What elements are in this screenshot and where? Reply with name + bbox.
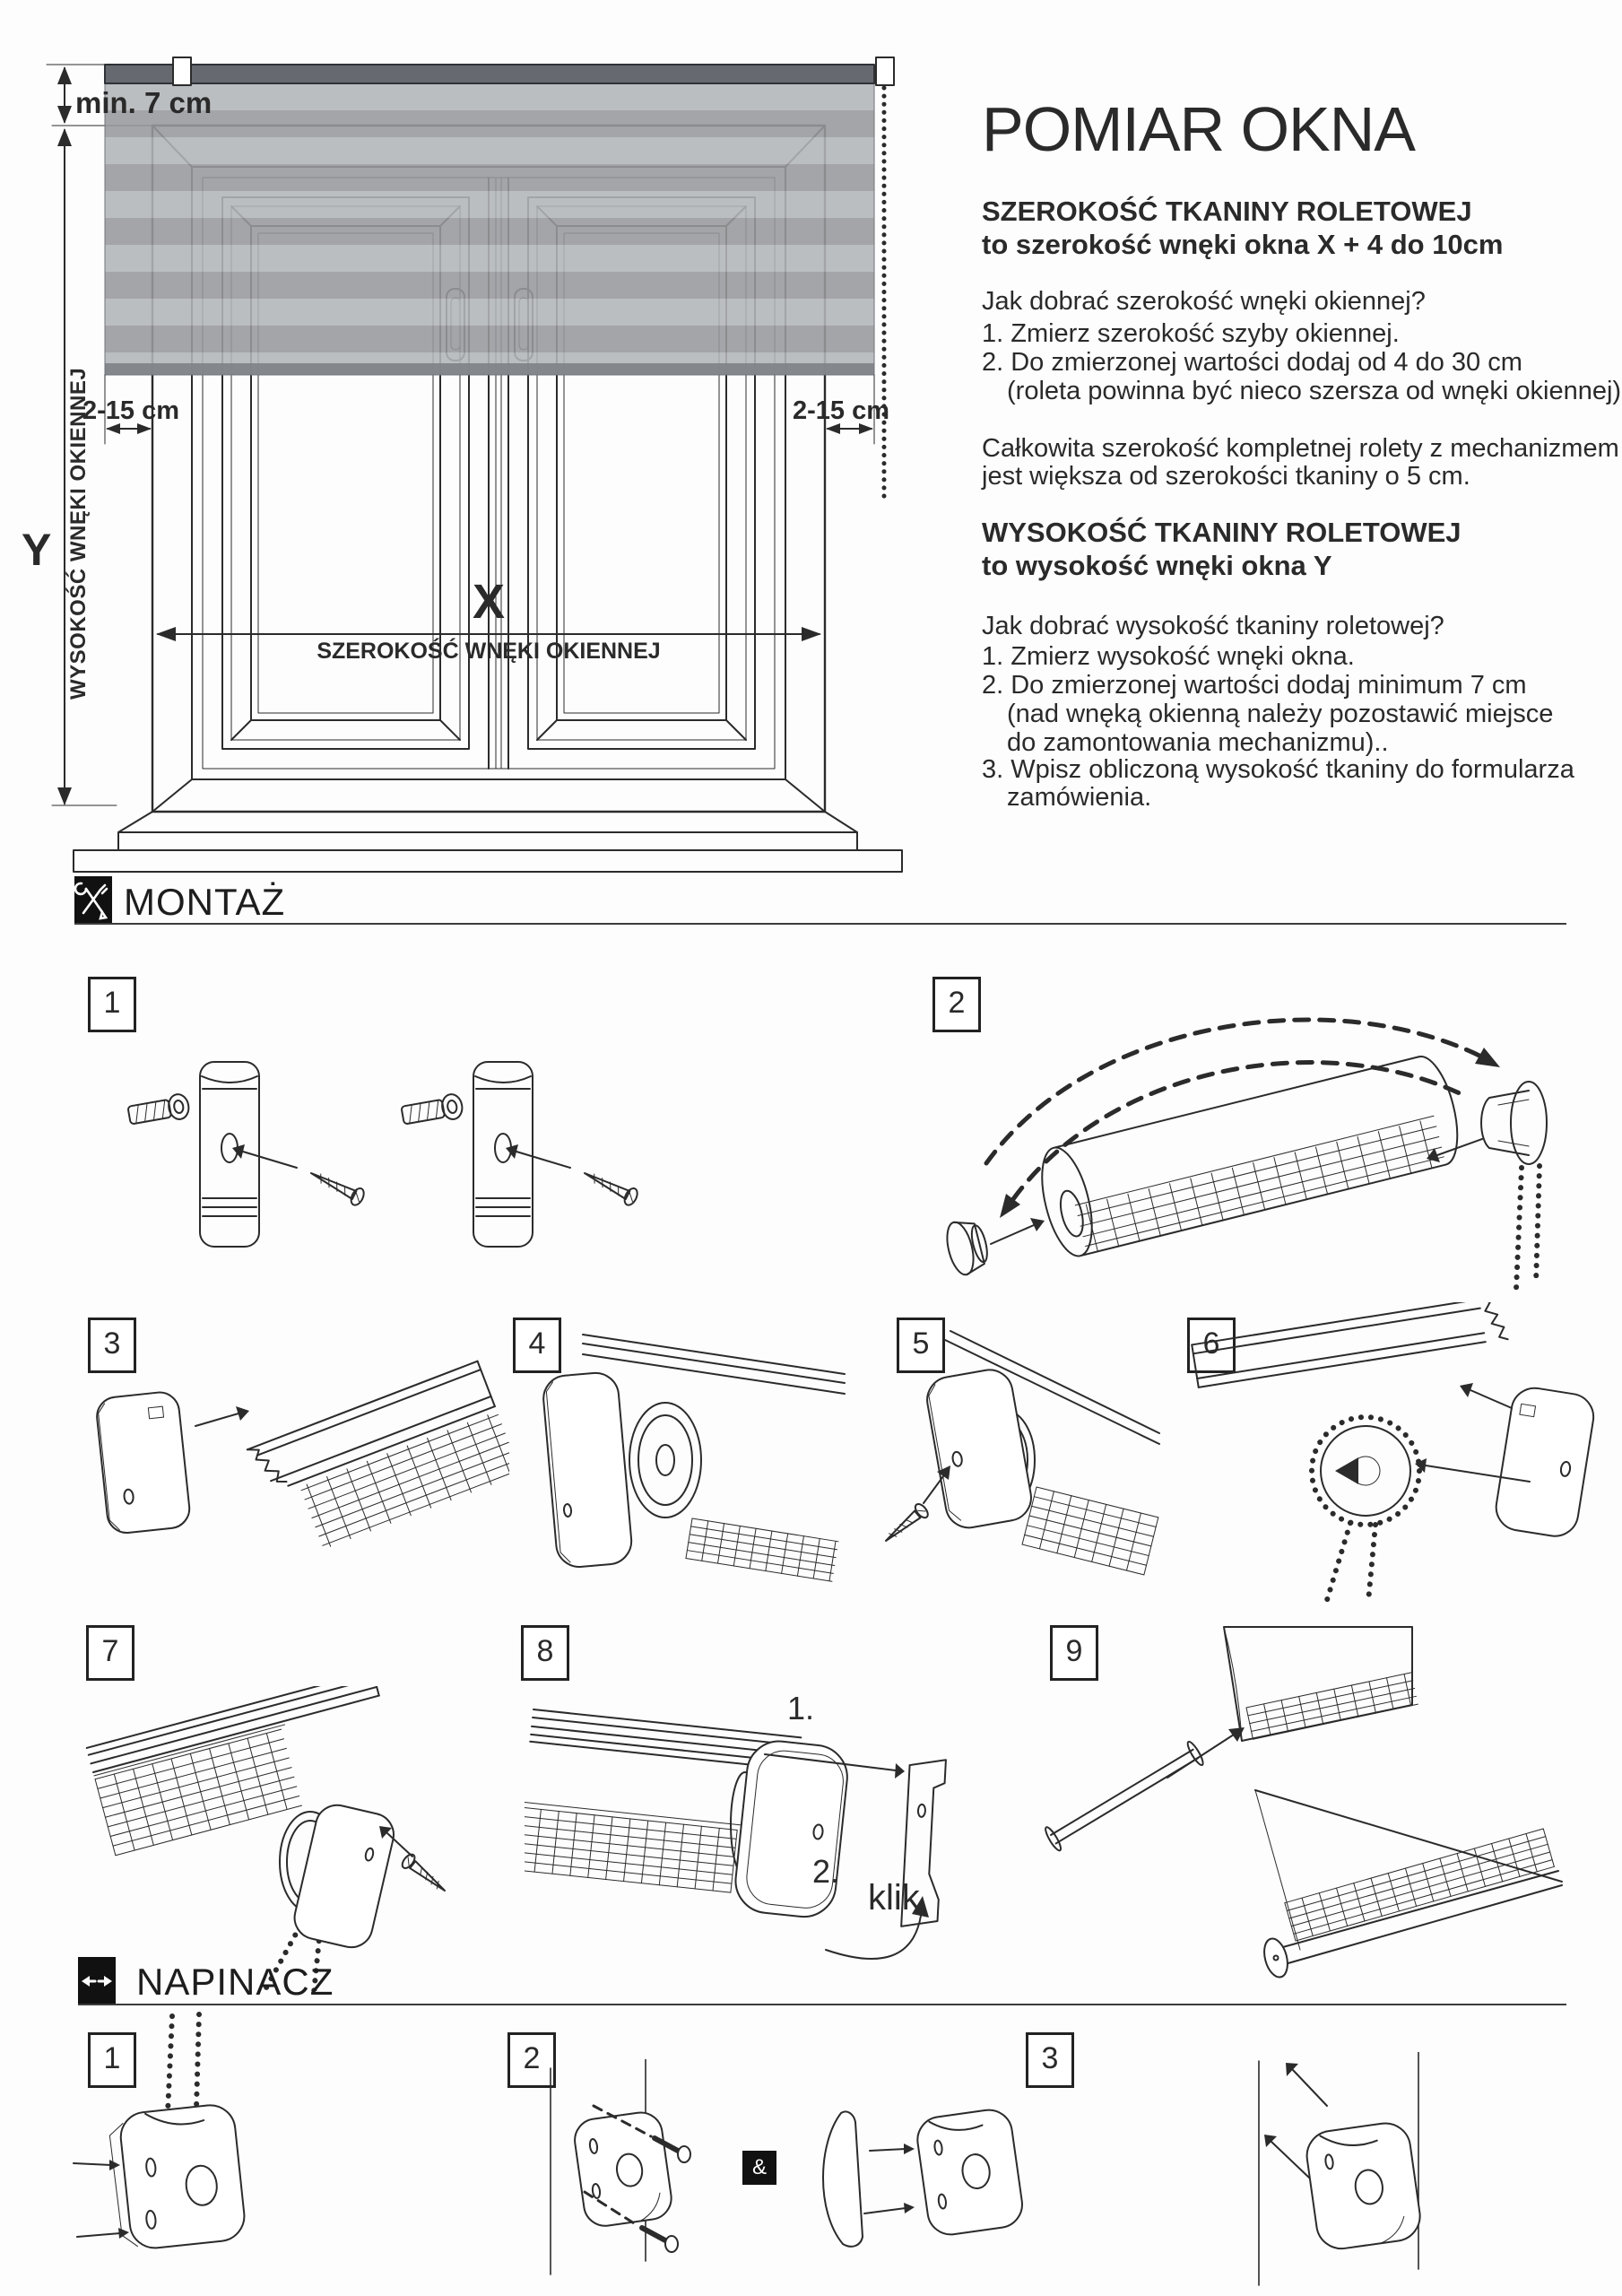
napinacz-step-3-number: 3 xyxy=(1026,2032,1074,2088)
tension-arrows-icon xyxy=(78,1957,116,2005)
napinacz-title: NAPINACZ xyxy=(136,1961,334,2003)
montaz-title: MONTAŻ xyxy=(124,881,286,923)
montaz-step-2-illustration xyxy=(901,979,1614,1293)
montaz-step-8-illustration xyxy=(525,1683,1009,1996)
napinacz-step-2-wall-illustration xyxy=(536,2059,747,2288)
montaz-step-1-number: 1 xyxy=(88,977,136,1032)
napinacz-step-2-cover-illustration xyxy=(805,2106,1040,2258)
height-letter: Y xyxy=(22,525,52,575)
napinacz-step-1-number: 1 xyxy=(88,2032,136,2088)
montaz-step-9-number: 9 xyxy=(1050,1625,1098,1681)
height-section-heading: WYSOKOŚĆ TKANINY ROLETOWEJ xyxy=(982,517,1462,548)
napinacz-step-1-illustration xyxy=(72,2009,305,2278)
napinacz-rule xyxy=(78,2004,1566,2005)
right-offset-label: 2-15 cm xyxy=(793,396,890,425)
napinacz-step-2-number: 2 xyxy=(507,2032,556,2088)
width-section-heading: SZEROKOŚĆ TKANINY ROLETOWEJ xyxy=(982,196,1472,227)
montaz-step-5-number: 5 xyxy=(897,1318,945,1373)
montaz-step-7-number: 7 xyxy=(86,1625,134,1681)
height-axis-label: WYSOKOŚĆ WNĘKI OKIENNEJ xyxy=(66,367,91,700)
step8-sub2-label: 2. xyxy=(812,1853,840,1890)
napinacz-step-3-illustration xyxy=(1219,2052,1488,2296)
montaz-step-6-number: 6 xyxy=(1187,1318,1236,1373)
montaz-step-7-illustration xyxy=(79,1686,509,1991)
montaz-step-4-number: 4 xyxy=(513,1318,561,1373)
min-height-label: min. 7 cm xyxy=(75,86,213,119)
montaz-step-4-illustration xyxy=(531,1326,849,1595)
montaz-step-2-number: 2 xyxy=(932,977,981,1032)
width-axis-label: SZEROKOŚĆ WNĘKI OKIENNEJ xyxy=(317,639,661,664)
montaz-step-3-number: 3 xyxy=(88,1318,136,1373)
montaz-step-8-number: 8 xyxy=(521,1625,569,1681)
montaz-step-9-illustration xyxy=(1031,1620,1618,1979)
page-title: POMIAR OKNA xyxy=(982,94,1415,164)
window-measurement-illustration xyxy=(36,36,950,888)
step8-klik-label: klik xyxy=(868,1878,920,1918)
width-letter: X xyxy=(472,575,506,629)
left-offset-label: 2-15 cm xyxy=(82,396,180,425)
montaz-step-1-illustration xyxy=(121,1057,659,1258)
montaz-rule xyxy=(74,923,1566,925)
tools-icon xyxy=(74,876,112,925)
montaz-step-5-illustration xyxy=(868,1326,1164,1599)
and-joiner-badge: & xyxy=(742,2151,776,2185)
step8-sub1-label: 1. xyxy=(787,1690,815,1726)
measurement-instructions: POMIAR OKNA SZEROKOŚĆ TKANINY ROLETOWEJ to szerokość wnęki okna X + 4 do 10cm Jak dobrać szerokość wnęki okiennej? 1. Zmierz szerokość szyby okiennej. 2. Do zmierzonej wartości dodaj od 4 do 30 cm (roleta powinna być nieco szersza od wnęki okiennej) Całkowita szerokość kompletnej rolety z mechanizmem jest większa od szerokości tkaniny o 5 cm. WYSOKOŚĆ TKANINY ROLETOWEJ to wysokość wnęki okna Y Jak dobrać wysokość tkaniny roletowej? 1. Zmierz wysokość wnęki okna. 2. Do zmierzonej wartości dodaj minimum 7 cm (nad wnęką okienną należy pozostawić miejsce do zamontowania mechanizmu).. 3. Wpisz obliczoną wysokość tkaniny do formularza zamówienia. xyxy=(982,94,1622,812)
montaz-step-3-illustration xyxy=(79,1326,509,1595)
montaz-step-6-illustration xyxy=(1182,1302,1620,1612)
